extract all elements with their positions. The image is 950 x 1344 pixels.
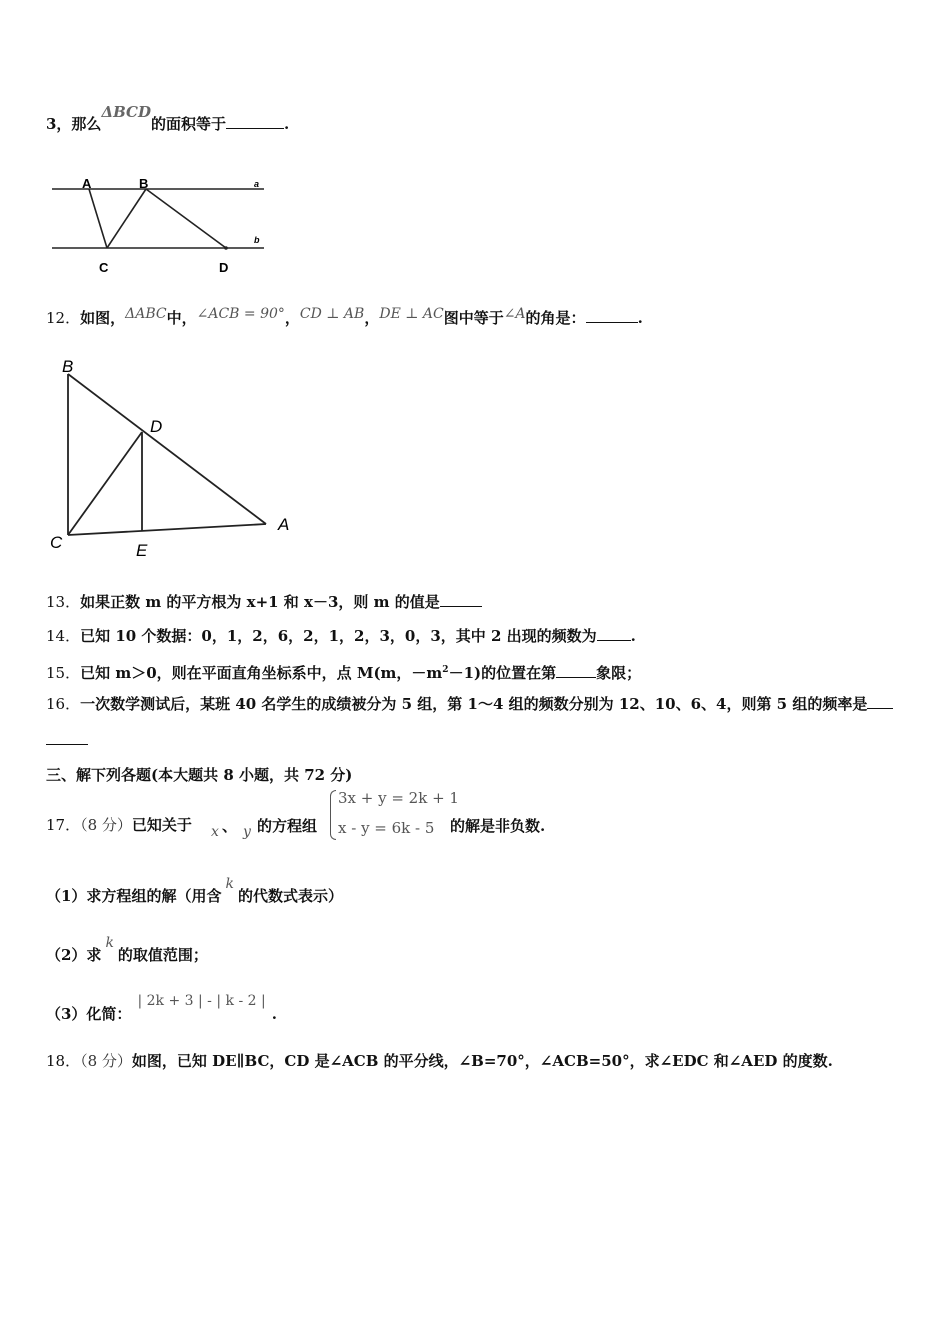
q11-triangle-formula: ΔBCD xyxy=(101,103,151,121)
q17-text3: 的解是非负数. xyxy=(450,817,546,835)
q14-answer-blank xyxy=(597,626,631,641)
q17-part2-tail: 的取值范围； xyxy=(117,946,208,964)
q15-text1: 已知 m＞0，则在平面直角坐标系中，点 M(m，－m xyxy=(80,664,443,682)
q17-system-brace xyxy=(330,790,336,840)
q16-text: 一次数学测试后，某班 40 名学生的成绩被分为 5 组，第 1～4 组的频数分别为 12、10、6、4，则第 5 组的频率是 xyxy=(80,695,868,713)
q11-answer-blank xyxy=(226,114,284,129)
label-a-12: A xyxy=(278,515,290,534)
q11-suffix: 的面积等于 xyxy=(150,115,226,133)
q17-part2-label: （2）求 xyxy=(46,946,102,964)
q17-part3-label: （3）化简： xyxy=(46,1005,132,1023)
q17-text1: 已知关于 xyxy=(131,816,192,834)
q17-text2: 的方程组 xyxy=(257,817,318,835)
segment-cd-12 xyxy=(68,432,142,535)
q16 xyxy=(46,694,893,714)
q12-comma1: ， xyxy=(284,309,300,327)
q17-equation-2: x - y = 6k - 5 xyxy=(338,819,435,837)
label-d-12: D xyxy=(150,417,163,436)
q17-part2-k: k xyxy=(105,935,114,951)
q17-var-x: x xyxy=(211,824,219,840)
segment-ba-12 xyxy=(68,374,266,524)
q15-number: 15． xyxy=(46,664,81,682)
q17-score: （8 分） xyxy=(80,816,132,834)
q11-prefix: 3，那么 xyxy=(46,115,102,133)
segment-bd xyxy=(146,189,226,248)
q16-answer-blank-1 xyxy=(867,694,893,709)
q17-part1-k: k xyxy=(225,876,234,892)
q12-formula-triangle: ΔABC xyxy=(125,306,167,322)
q17-part1-label: （1）求方程组的解（用含 xyxy=(46,887,222,905)
q15 xyxy=(46,660,641,683)
q13-number: 13． xyxy=(46,593,81,611)
q12-text1: 如图， xyxy=(80,309,126,327)
q12-text2: 中， xyxy=(166,309,197,327)
q17-number: 17． xyxy=(46,816,81,834)
q16-number: 16． xyxy=(46,695,81,713)
label-a-line: a xyxy=(254,179,260,189)
q13-answer-blank xyxy=(440,592,482,607)
q12-end: . xyxy=(637,309,643,327)
q12-text3: 图中等于 xyxy=(443,309,504,327)
q17-part3-expression: | 2k + 3 | - | k - 2 | xyxy=(137,993,266,1009)
q18-number: 18． xyxy=(46,1052,81,1070)
q14-end: . xyxy=(630,627,636,645)
q15-superscript: 2 xyxy=(442,665,449,675)
label-b-point: B xyxy=(139,176,149,191)
q11-tail xyxy=(46,103,290,134)
label-d-point: D xyxy=(219,260,229,275)
label-a-point: A xyxy=(82,176,92,191)
q17-equation-1: 3x + y = 2k + 1 xyxy=(338,789,459,807)
q17-separator: 、 xyxy=(222,817,238,835)
q14 xyxy=(46,626,636,646)
q17-part1-tail: 的代数式表示） xyxy=(237,887,343,905)
q18-text: 如图，已知 DE∥BC，CD 是∠ACB 的平分线，∠B=70°，∠ACB=50°，求∠EDC 和∠AED 的度数. xyxy=(131,1052,833,1070)
q18 xyxy=(46,1051,833,1071)
q13-text: 如果正数 m 的平方根为 x+1 和 x－3，则 m 的值是 xyxy=(80,593,440,611)
label-c-12: C xyxy=(50,533,63,552)
q13 xyxy=(46,592,482,612)
q12-number: 12． xyxy=(46,309,81,327)
q17-part3-end: . xyxy=(271,1005,277,1023)
q11-figure xyxy=(46,170,276,280)
q17 xyxy=(46,815,192,835)
q14-text: 已知 10 个数据：0，1，2，6，2，1，2，3，0，3，其中 2 出现的频数为 xyxy=(80,627,597,645)
q12-answer-blank xyxy=(586,308,638,323)
q12-formula-cd-perp: CD ⊥ AB xyxy=(299,306,365,322)
q18-score: （8 分） xyxy=(80,1052,132,1070)
segment-ac xyxy=(89,189,107,248)
segment-bc xyxy=(107,189,146,248)
q14-number: 14． xyxy=(46,627,81,645)
q17-var-y: y xyxy=(243,824,251,840)
segment-ca-12 xyxy=(68,524,266,535)
label-e-12: E xyxy=(136,541,148,560)
q12-comma2: ， xyxy=(364,309,380,327)
q12-formula-angle: ∠ACB = 90° xyxy=(196,306,285,322)
label-c-point: C xyxy=(99,260,109,275)
q17-part1 xyxy=(46,876,343,907)
section-3-title: 三、解下列各题(本大题共 8 小题，共 72 分) xyxy=(46,766,353,784)
label-b-12: B xyxy=(62,357,74,376)
q12 xyxy=(46,308,643,329)
q12-formula-de-perp: DE ⊥ AC xyxy=(379,306,444,322)
q12-figure xyxy=(46,352,306,562)
q17-part3 xyxy=(46,993,277,1025)
q15-answer-blank xyxy=(556,663,596,678)
label-b-line: b xyxy=(254,235,260,245)
q12-formula-angle-a: ∠A xyxy=(503,306,526,322)
q15-text3: 象限； xyxy=(596,664,642,682)
q12-text4: 的角是： xyxy=(525,309,586,327)
point-d xyxy=(224,246,228,250)
q11-end: . xyxy=(284,115,290,133)
q16-answer-blank-2 xyxy=(46,744,88,745)
q17-part2 xyxy=(46,935,208,966)
q15-text2: －1)的位置在第 xyxy=(448,664,557,682)
